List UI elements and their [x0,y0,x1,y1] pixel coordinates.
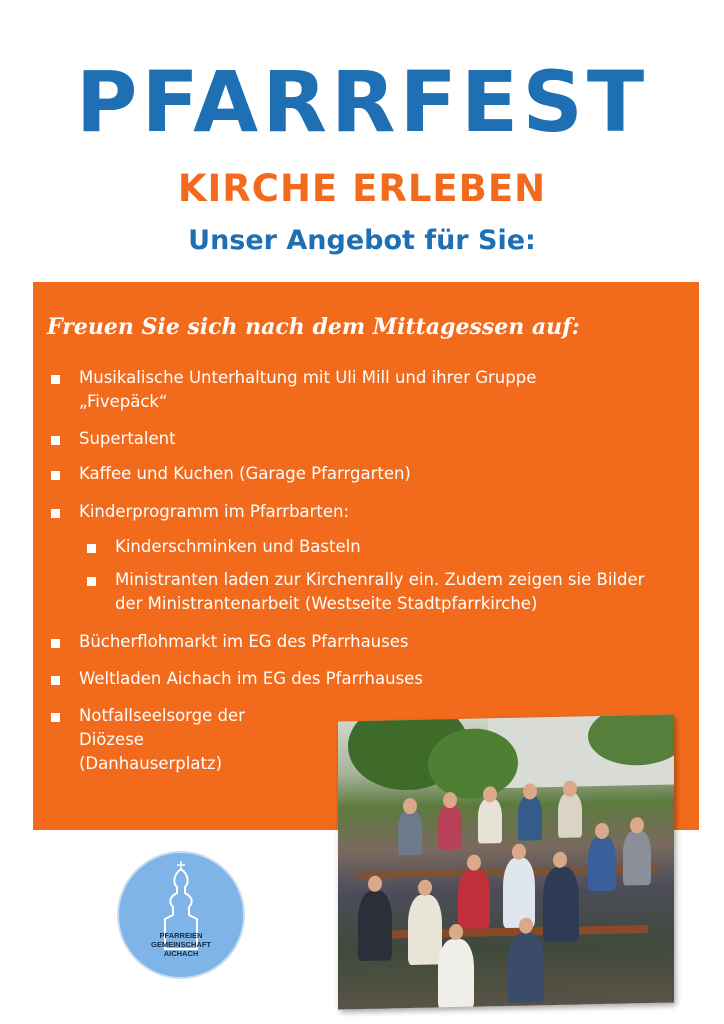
photo-person [503,857,535,928]
list-item-line: Bücherflohmarkt im EG des Pfarrhauses [79,632,409,651]
photo-person [438,804,462,850]
offer-heading: Unser Angebot für Sie: [188,225,536,256]
list-item-line: (Danhauserplatz) [79,754,223,773]
bullet-icon [51,471,60,480]
list-item-line: Kinderprogramm im Pfarrbarten: [79,502,350,521]
list-item [79,667,423,691]
bullet-icon [51,375,60,384]
photo-person [358,890,392,961]
list-item-line: „Fivepäck“ [79,392,168,411]
church-tower-icon [119,853,243,977]
bullet-icon [87,544,96,553]
photo-person [558,792,582,838]
list-item [115,535,361,559]
photo-head [553,852,567,868]
list-item-line: Kinderschminken und Basteln [115,537,361,556]
list-item-line: der Ministrantenarbeit (Westseite Stadtpfarrkirche) [115,594,538,613]
photo-person [518,795,542,841]
list-item [79,704,245,776]
panel-heading: Freuen Sie sich nach dem Mittagessen auf: [47,314,580,340]
photo-person [588,836,616,892]
photo-tree [428,728,518,800]
list-item-line: Notfallseelsorge der [79,706,245,725]
photo-person [408,894,442,965]
bullet-icon [51,676,60,685]
photo-head [418,880,432,896]
bullet-icon [51,713,60,722]
list-item [79,500,349,524]
photo-person [458,868,490,929]
logo-line: PFARREIEN [159,931,203,940]
list-item-line: Kaffee und Kuchen (Garage Pfarrgarten) [79,464,411,483]
logo-text [119,931,243,958]
parish-logo [117,851,245,979]
bullet-icon [51,509,60,518]
photo-head [368,876,382,892]
list-item-line: Supertalent [79,429,176,448]
list-item-line: Musikalische Unterhaltung mit Uli Mill und ihrer Gruppe [79,368,537,387]
photo-person [438,939,474,1010]
list-item [79,427,176,451]
photo-person [623,830,651,886]
event-photo [338,714,674,1009]
list-item [79,630,408,654]
logo-line: GEMEINSCHAFT [151,940,211,949]
page-subtitle: KIRCHE ERLEBEN [177,167,547,210]
photo-person [398,810,422,856]
photo-person [508,932,544,1003]
list-item [79,462,411,486]
page-title: PFARRFEST [75,53,649,151]
photo-person [543,866,579,942]
list-item-line: Ministranten laden zur Kirchenrally ein. Zudem zeigen sie Bilder [115,570,645,589]
logo-line: AICHACH [163,949,199,958]
bullet-icon [51,639,60,648]
photo-head [449,924,463,940]
list-item-line: Diözese [79,730,144,749]
list-item [79,366,679,414]
list-item [115,568,695,616]
list-item-line: Weltladen Aichach im EG des Pfarrhauses [79,669,423,688]
photo-person [478,798,502,844]
bullet-icon [87,577,96,586]
bullet-icon [51,436,60,445]
